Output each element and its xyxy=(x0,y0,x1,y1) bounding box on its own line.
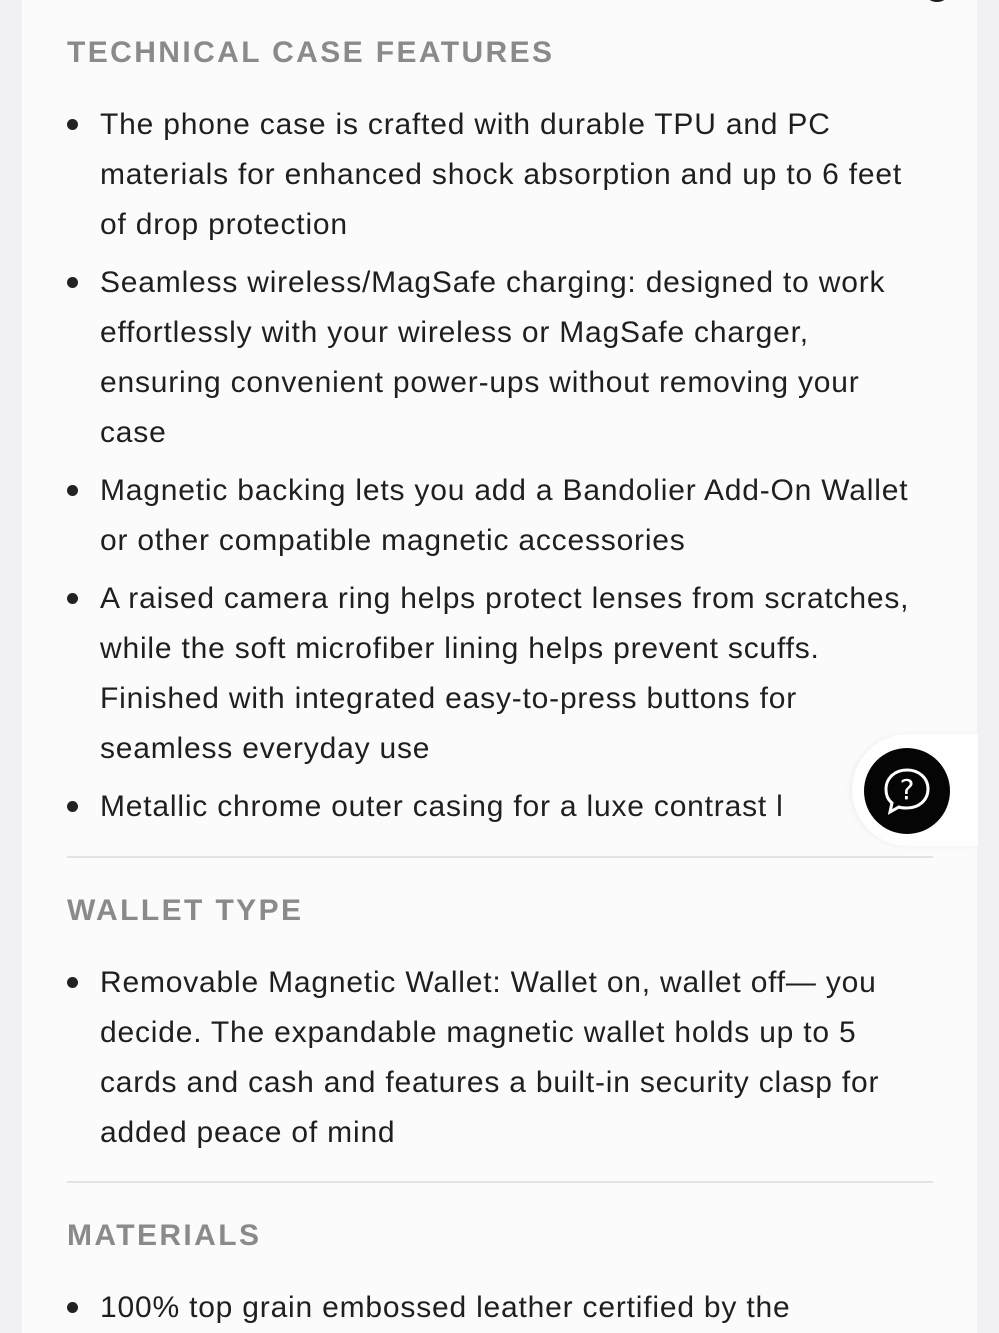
feature-item: Magnetic backing lets you add a Bandolier Add-On Wallet or other compatible magnetic accessories xyxy=(67,466,933,566)
section-title-materials: MATERIALS xyxy=(67,1219,262,1252)
help-button-container xyxy=(852,734,978,846)
materials-section xyxy=(67,1219,933,1333)
svg-text:?: ? xyxy=(899,773,915,806)
section-divider xyxy=(67,856,933,858)
feature-item: Seamless wireless/MagSafe charging: designed to work effortlessly with your wireless or MagSafe charger, ensuring convenient power-ups without removing your case xyxy=(67,258,933,458)
technical-case-features-section xyxy=(67,36,933,840)
wallet-item: Removable Magnetic Wallet: Wallet on, wallet off— you decide. The expandable magnetic wallet holds up to 5 cards and cash and features a built-in security clasp for added peace of mind xyxy=(67,958,933,1158)
technical-features-list xyxy=(67,100,933,832)
wallet-type-list xyxy=(67,958,933,1158)
feature-item: A raised camera ring helps protect lenses from scratches, while the soft microfiber lining helps prevent scuffs. Finished with integrated easy-to-press buttons for seamless everyday use xyxy=(67,574,933,774)
section-title-technical-case-features: TECHNICAL CASE FEATURES xyxy=(67,36,555,69)
help-button[interactable] xyxy=(864,748,950,834)
materials-list xyxy=(67,1283,933,1333)
section-divider xyxy=(67,1181,933,1183)
material-item: 100% top grain embossed leather certified by the xyxy=(67,1283,933,1333)
wallet-type-section xyxy=(67,894,933,1166)
question-mark-icon xyxy=(880,764,934,818)
section-title-wallet-type: WALLET TYPE xyxy=(67,894,304,927)
feature-item: Metallic chrome outer casing for a luxe contrast l xyxy=(67,782,933,832)
feature-item: The phone case is crafted with durable TPU and PC materials for enhanced shock absorption and up to 6 feet of drop protection xyxy=(67,100,933,250)
